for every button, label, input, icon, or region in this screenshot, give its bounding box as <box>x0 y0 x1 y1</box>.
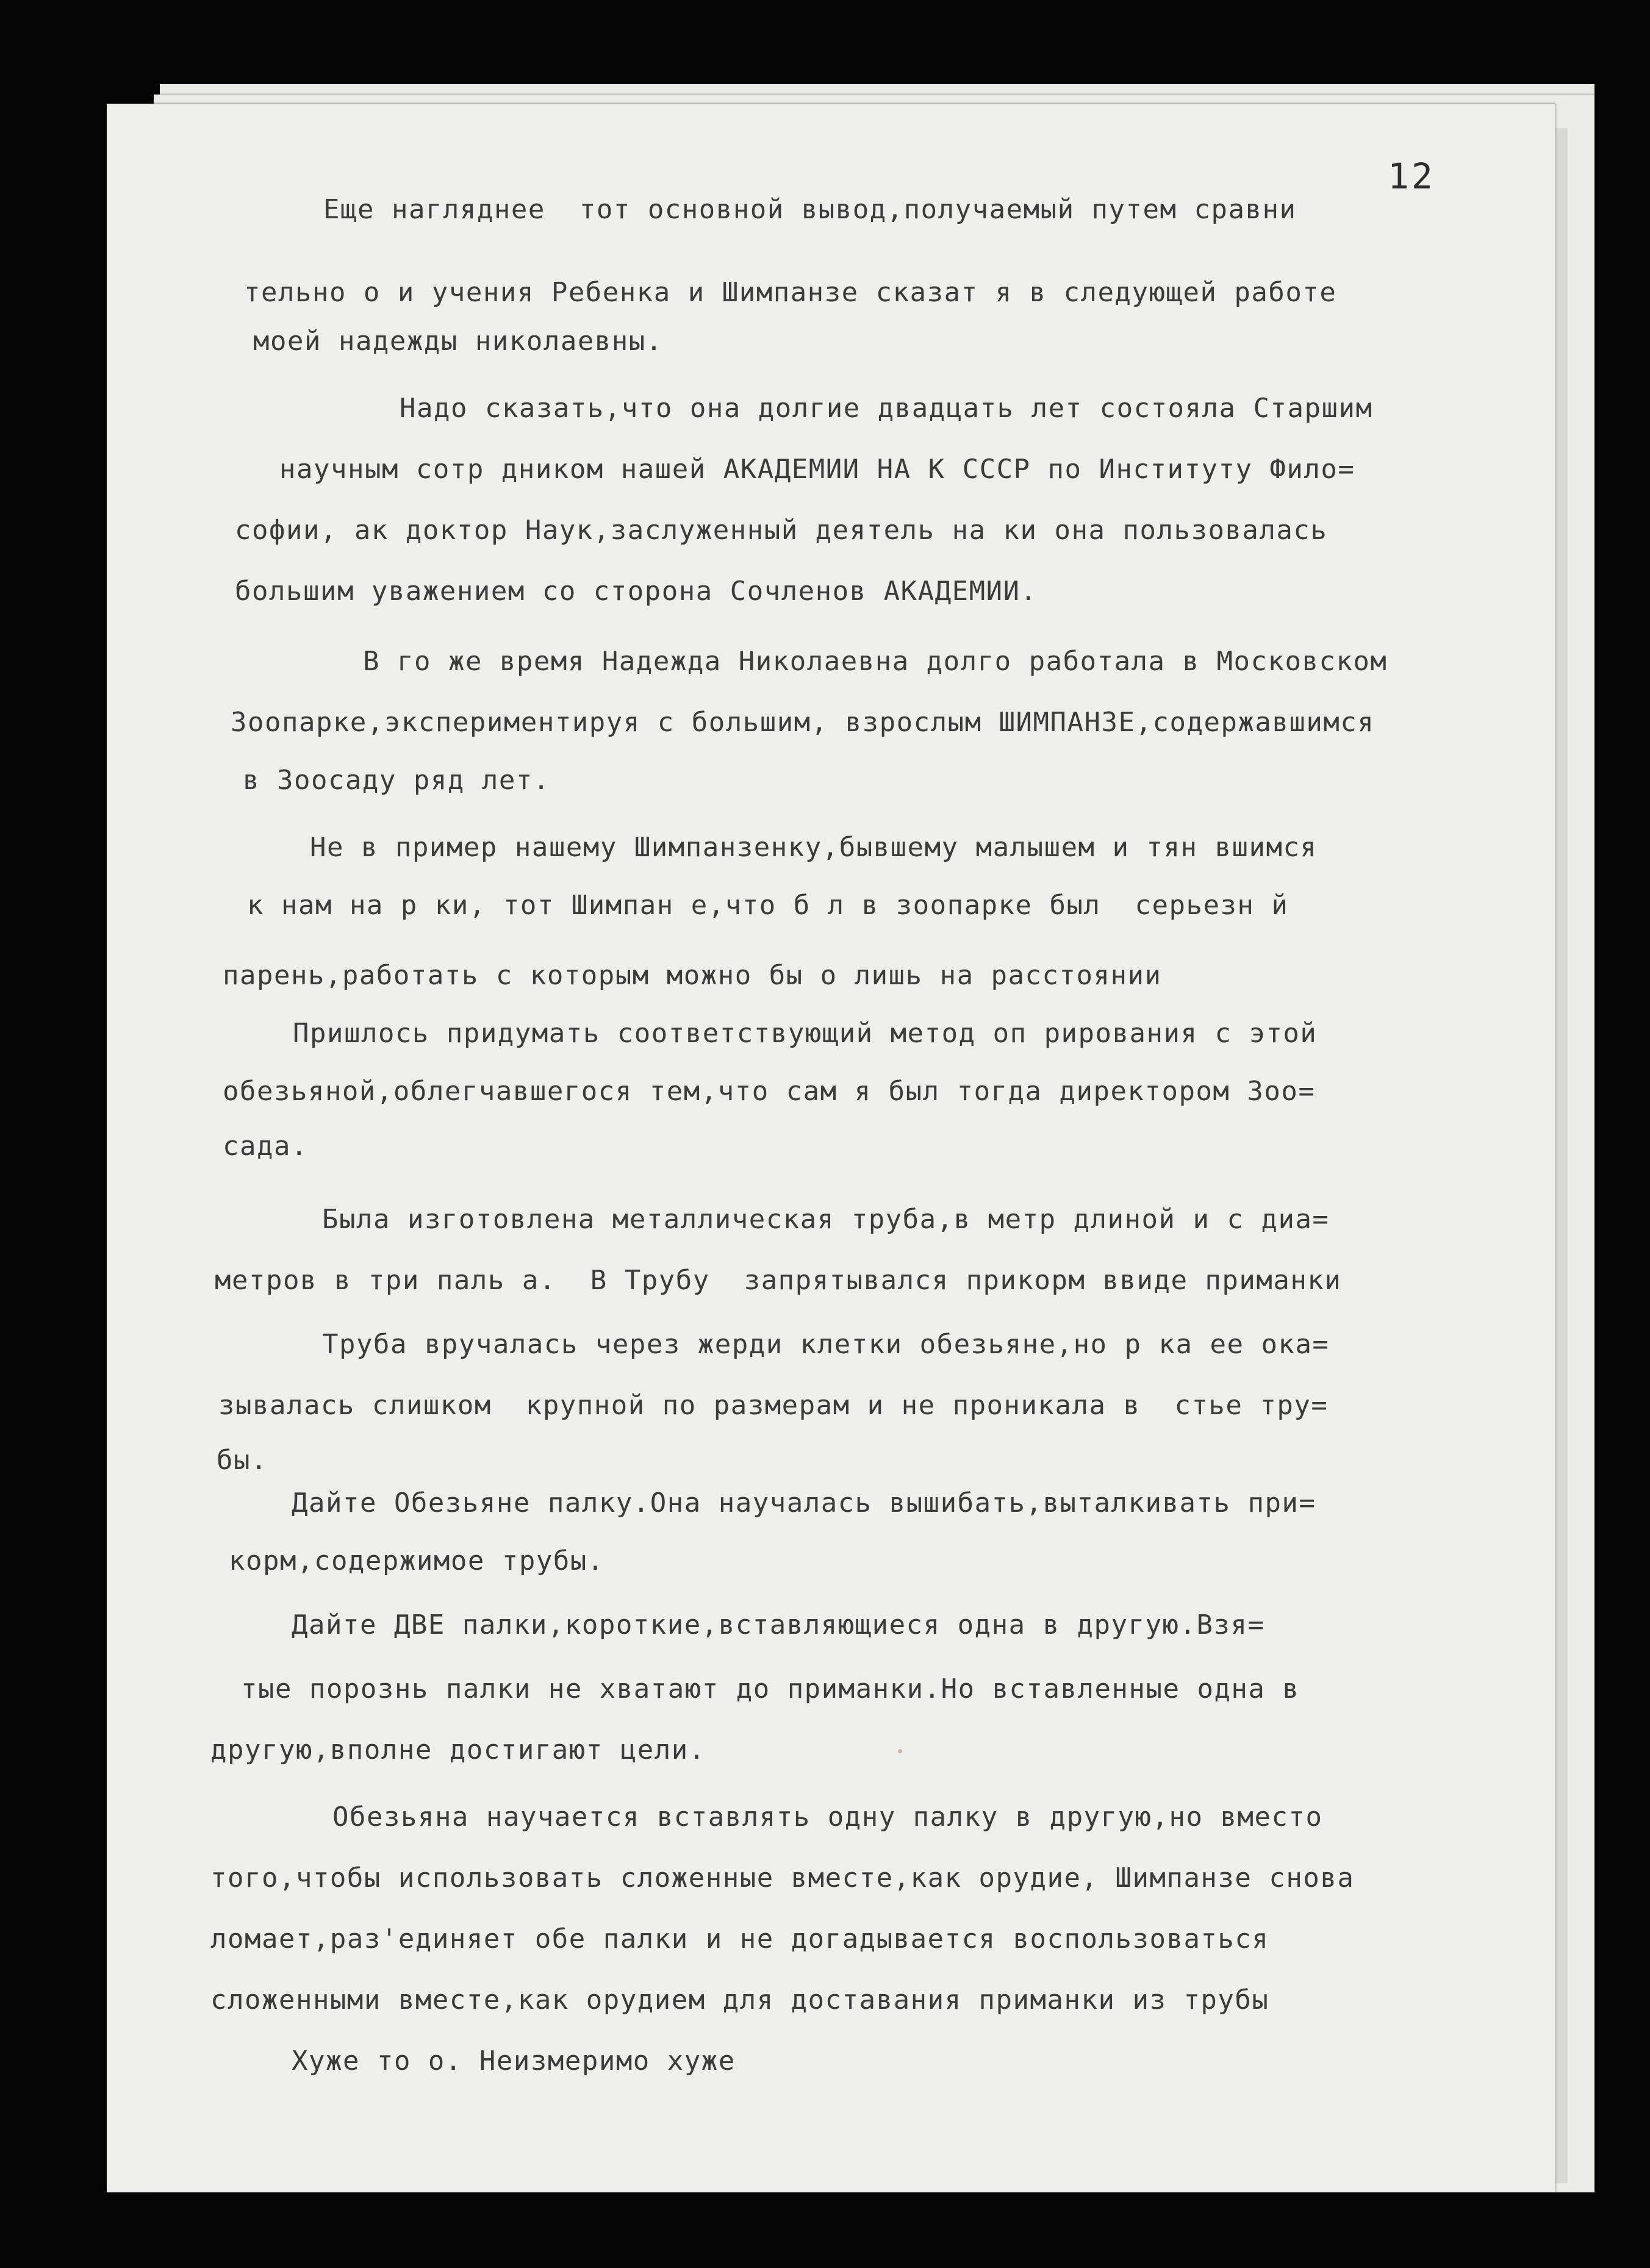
text-line: моей надежды николаевны. <box>253 326 663 357</box>
text-line: обезьяной,облегчавшегося тем,что сам я был тогда директором Зоо= <box>223 1076 1316 1107</box>
text-line: Пришлось придумать соответствующий метод оп рирования с этой <box>293 1018 1318 1049</box>
text-line: Обезьяна научается вставлять одну палку в другую,но вместо <box>332 1801 1323 1833</box>
text-line: сада. <box>223 1131 308 1162</box>
text-line: парень,работать с которым можно бы о лишь на расстоянии <box>223 960 1162 991</box>
text-line: Не в пример нашему Шимпанзенку,бывшему малышем и тян вшимся <box>310 832 1318 863</box>
text-line: большим уважением со сторона Сочленов АКАДЕМИИ. <box>235 576 1038 607</box>
page-number: 12 <box>1388 156 1435 197</box>
text-line: Была изготовлена металлическая труба,в метр длиной и с диа= <box>322 1204 1330 1235</box>
text-line: Зоопарке,экспериментируя с большим, взрослым ШИМПАНЗЕ,содержавшимся <box>231 707 1375 738</box>
paper-speck <box>898 1749 902 1753</box>
text-line: зывалась слишком крупной по размерам и не проникала в стье тру= <box>218 1390 1329 1421</box>
text-line: Хуже то о. Неизмеримо хуже <box>292 2045 736 2077</box>
text-line: В го же время Надежда Николаевна долго работала в Московском <box>363 646 1388 677</box>
text-line: другую,вполне достигают цели. <box>210 1734 706 1765</box>
text-line: софии, ак доктор Наук,заслуженный деятель на ки она пользовалась <box>235 515 1328 546</box>
text-line: ломает,раз'единяет обе палки и не догадывается воспользоваться <box>210 1923 1269 1955</box>
text-line: Дайте Обезьяне палку.Она научалась вышибать,выталкивать при= <box>292 1487 1316 1519</box>
text-line: Еще нагляднее тот основной вывод,получаемый путем сравни <box>323 194 1297 225</box>
text-line: сложенными вместе,как орудием для доставания приманки из трубы <box>210 1984 1269 2016</box>
text-line: в Зоосаду ряд лет. <box>243 765 550 796</box>
text-line: Труба вручалась через жерди клетки обезьяне,но р ка ее ока= <box>322 1329 1330 1360</box>
text-line: тые порознь палки не хватают до приманки.Но вставленные одна в <box>241 1673 1300 1705</box>
text-line: корм,содержимое трубы. <box>229 1545 604 1576</box>
text-line: тельно о и учения Ребенка и Шимпанзе сказат я в следующей работе <box>244 277 1337 308</box>
text-line: Надо сказать,что она долгие двадцать лет состояла Старшим <box>400 393 1373 424</box>
text-line: бы. <box>217 1445 268 1476</box>
text-line: Дайте ДВЕ палки,короткие,вставляющиеся одна в другую.Взя= <box>292 1609 1265 1640</box>
text-line: метров в три паль а. В Трубу запрятывался прикорм ввиде приманки <box>215 1265 1342 1296</box>
text-line: научным сотр дником нашей АКАДЕМИИ НА К СССР по Институту Фило= <box>279 454 1355 485</box>
text-line: к нам на р ки, тот Шимпан е,что б л в зоопарке был серьезн й <box>247 890 1289 921</box>
text-line: того,чтобы использовать сложенные вместе,как орудие, Шимпанзе снова <box>210 1862 1355 1894</box>
